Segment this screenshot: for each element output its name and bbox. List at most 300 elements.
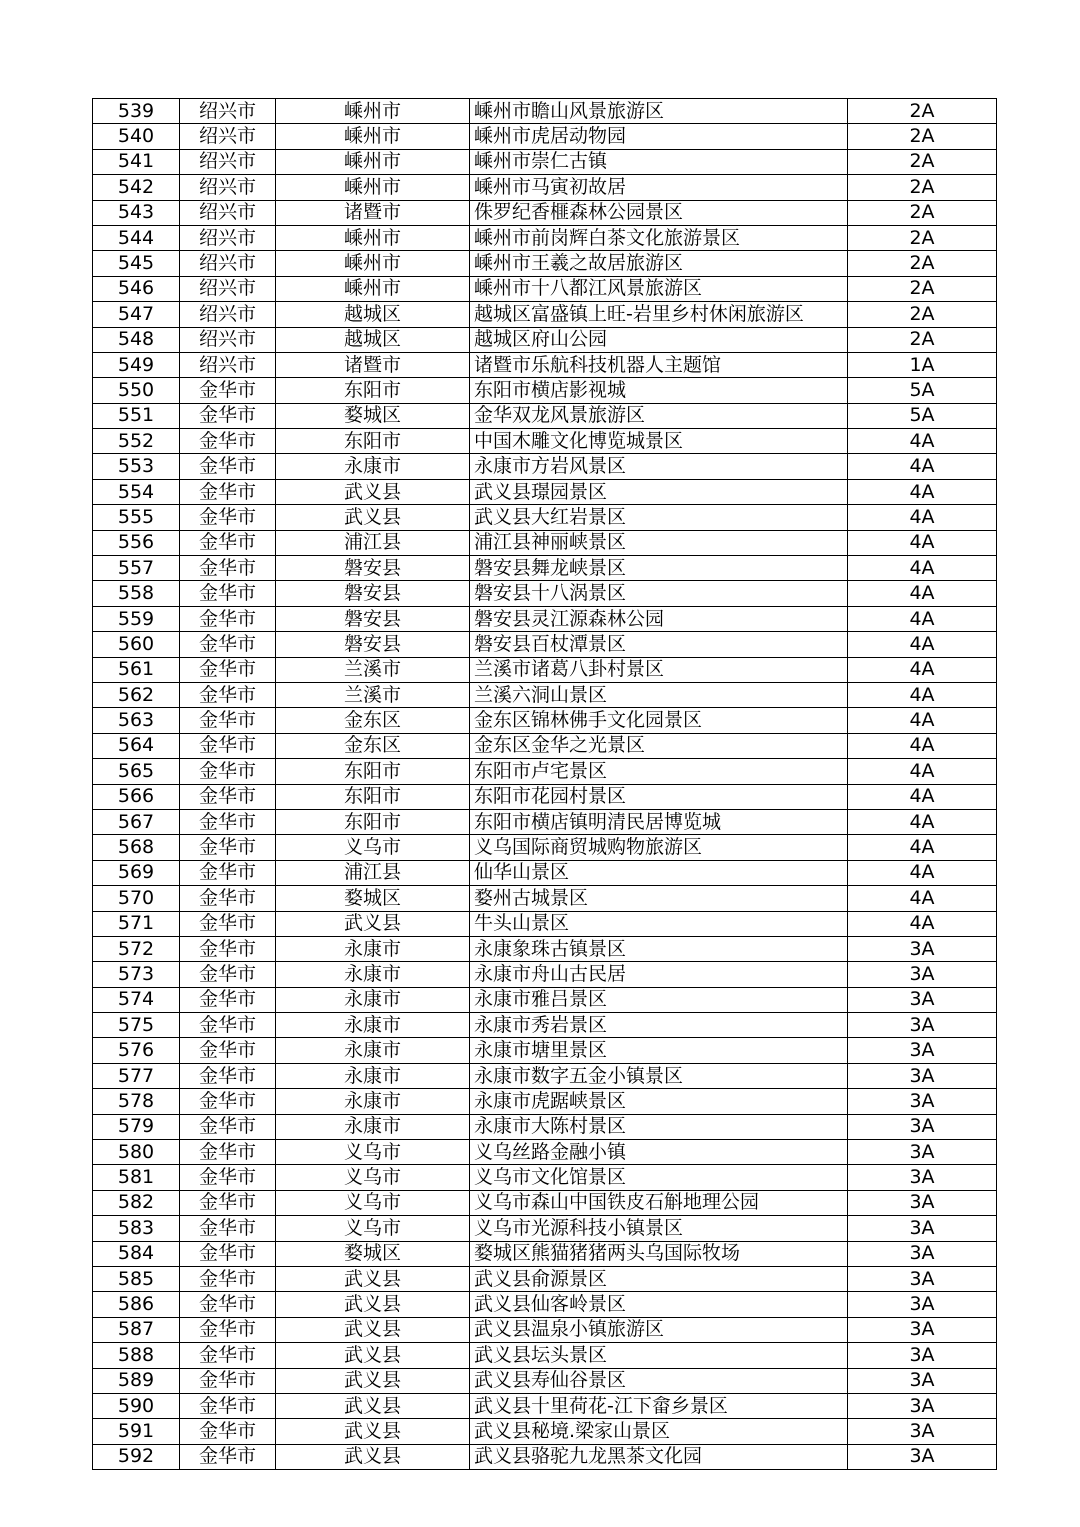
cell-county: 嵊州市 (276, 149, 470, 174)
cell-city: 金华市 (180, 682, 276, 707)
cell-city: 金华市 (180, 1419, 276, 1444)
cell-city: 金华市 (180, 403, 276, 428)
cell-grade: 3A (848, 1063, 997, 1088)
cell-city: 金华市 (180, 1114, 276, 1139)
cell-county: 金东区 (276, 708, 470, 733)
table-row (93, 911, 997, 936)
cell-county: 东阳市 (276, 429, 470, 454)
cell-number: 567 (93, 809, 180, 834)
cell-number: 570 (93, 886, 180, 911)
cell-county: 婺城区 (276, 1241, 470, 1266)
cell-number: 566 (93, 784, 180, 809)
cell-scenic-name: 磐安县灵江源森林公园 (470, 606, 848, 631)
cell-county: 婺城区 (276, 886, 470, 911)
cell-grade: 4A (848, 530, 997, 555)
cell-city: 绍兴市 (180, 149, 276, 174)
cell-number: 562 (93, 682, 180, 707)
table-row (93, 733, 997, 758)
cell-city: 金华市 (180, 479, 276, 504)
cell-city: 绍兴市 (180, 99, 276, 124)
table-row (93, 581, 997, 606)
cell-city: 金华市 (180, 1241, 276, 1266)
cell-county: 磐安县 (276, 556, 470, 581)
cell-number: 576 (93, 1038, 180, 1063)
cell-city: 金华市 (180, 962, 276, 987)
cell-city: 金华市 (180, 556, 276, 581)
table-row (93, 606, 997, 631)
cell-county: 嵊州市 (276, 99, 470, 124)
cell-scenic-name: 侏罗纪香榧森林公园景区 (470, 200, 848, 225)
table-row (93, 1393, 997, 1418)
cell-number: 577 (93, 1063, 180, 1088)
cell-grade: 4A (848, 454, 997, 479)
cell-number: 579 (93, 1114, 180, 1139)
cell-grade: 4A (848, 581, 997, 606)
cell-grade: 3A (848, 987, 997, 1012)
cell-scenic-name: 武义县璟园景区 (470, 479, 848, 504)
cell-grade: 4A (848, 606, 997, 631)
table-row (93, 200, 997, 225)
table-row (93, 124, 997, 149)
table-row (93, 1063, 997, 1088)
cell-grade: 2A (848, 302, 997, 327)
cell-grade: 3A (848, 1089, 997, 1114)
table-row (93, 1140, 997, 1165)
cell-county: 武义县 (276, 1444, 470, 1469)
table-row (93, 657, 997, 682)
cell-scenic-name: 义乌丝路金融小镇 (470, 1140, 848, 1165)
cell-scenic-name: 仙华山景区 (470, 860, 848, 885)
cell-county: 永康市 (276, 1038, 470, 1063)
cell-scenic-name: 嵊州市十八都江风景旅游区 (470, 276, 848, 301)
cell-scenic-name: 义乌国际商贸城购物旅游区 (470, 835, 848, 860)
cell-scenic-name: 永康象珠古镇景区 (470, 936, 848, 961)
cell-city: 金华市 (180, 860, 276, 885)
cell-scenic-name: 永康市数字五金小镇景区 (470, 1063, 848, 1088)
cell-grade: 3A (848, 1393, 997, 1418)
cell-grade: 2A (848, 200, 997, 225)
cell-scenic-name: 嵊州市虎居动物园 (470, 124, 848, 149)
cell-scenic-name: 兰溪六洞山景区 (470, 682, 848, 707)
cell-number: 551 (93, 403, 180, 428)
cell-scenic-name: 永康市舟山古民居 (470, 962, 848, 987)
cell-number: 545 (93, 251, 180, 276)
cell-grade: 4A (848, 429, 997, 454)
cell-county: 武义县 (276, 1393, 470, 1418)
cell-scenic-name: 浦江县神丽峡景区 (470, 530, 848, 555)
cell-scenic-name: 永康市秀岩景区 (470, 1013, 848, 1038)
cell-scenic-name: 武义县大红岩景区 (470, 505, 848, 530)
table-row (93, 1165, 997, 1190)
table-row (93, 429, 997, 454)
cell-number: 539 (93, 99, 180, 124)
cell-grade: 3A (848, 1140, 997, 1165)
cell-number: 549 (93, 352, 180, 377)
table-row (93, 1013, 997, 1038)
cell-number: 556 (93, 530, 180, 555)
cell-grade: 4A (848, 759, 997, 784)
cell-county: 磐安县 (276, 606, 470, 631)
cell-number: 561 (93, 657, 180, 682)
cell-number: 581 (93, 1165, 180, 1190)
cell-county: 永康市 (276, 1114, 470, 1139)
table-row (93, 302, 997, 327)
cell-grade: 2A (848, 149, 997, 174)
cell-county: 武义县 (276, 1419, 470, 1444)
cell-county: 义乌市 (276, 1216, 470, 1241)
cell-city: 金华市 (180, 1063, 276, 1088)
cell-number: 546 (93, 276, 180, 301)
cell-grade: 1A (848, 352, 997, 377)
cell-city: 金华市 (180, 1038, 276, 1063)
table-row (93, 556, 997, 581)
cell-number: 553 (93, 454, 180, 479)
cell-number: 555 (93, 505, 180, 530)
cell-number: 586 (93, 1292, 180, 1317)
cell-county: 越城区 (276, 327, 470, 352)
cell-county: 嵊州市 (276, 175, 470, 200)
cell-county: 永康市 (276, 936, 470, 961)
cell-city: 绍兴市 (180, 251, 276, 276)
cell-number: 578 (93, 1089, 180, 1114)
cell-city: 金华市 (180, 759, 276, 784)
cell-city: 金华市 (180, 505, 276, 530)
cell-grade: 4A (848, 733, 997, 758)
cell-number: 592 (93, 1444, 180, 1469)
cell-county: 武义县 (276, 1343, 470, 1368)
table-row (93, 99, 997, 124)
cell-grade: 3A (848, 1368, 997, 1393)
cell-county: 永康市 (276, 454, 470, 479)
table-row (93, 1444, 997, 1469)
cell-city: 金华市 (180, 1140, 276, 1165)
cell-city: 绍兴市 (180, 175, 276, 200)
cell-number: 548 (93, 327, 180, 352)
cell-grade: 3A (848, 1317, 997, 1342)
cell-grade: 3A (848, 1114, 997, 1139)
cell-scenic-name: 越城区富盛镇上旺-岩里乡村休闲旅游区 (470, 302, 848, 327)
cell-grade: 4A (848, 682, 997, 707)
cell-scenic-name: 嵊州市崇仁古镇 (470, 149, 848, 174)
cell-city: 绍兴市 (180, 302, 276, 327)
table-row (93, 1317, 997, 1342)
cell-city: 绍兴市 (180, 352, 276, 377)
cell-city: 金华市 (180, 657, 276, 682)
cell-scenic-name: 金东区金华之光景区 (470, 733, 848, 758)
cell-scenic-name: 婺州古城景区 (470, 886, 848, 911)
table-row (93, 149, 997, 174)
cell-city: 金华市 (180, 708, 276, 733)
cell-scenic-name: 义乌市森山中国铁皮石斛地理公园 (470, 1190, 848, 1215)
cell-grade: 4A (848, 886, 997, 911)
cell-city: 金华市 (180, 1190, 276, 1215)
cell-number: 544 (93, 225, 180, 250)
cell-number: 568 (93, 835, 180, 860)
cell-county: 东阳市 (276, 784, 470, 809)
cell-grade: 4A (848, 479, 997, 504)
cell-number: 543 (93, 200, 180, 225)
table-row (93, 1089, 997, 1114)
cell-county: 永康市 (276, 1063, 470, 1088)
cell-grade: 2A (848, 124, 997, 149)
cell-scenic-name: 武义县仙客岭景区 (470, 1292, 848, 1317)
cell-county: 武义县 (276, 911, 470, 936)
cell-county: 嵊州市 (276, 276, 470, 301)
cell-city: 金华市 (180, 1444, 276, 1469)
cell-grade: 4A (848, 632, 997, 657)
cell-scenic-name: 武义县温泉小镇旅游区 (470, 1317, 848, 1342)
cell-grade: 4A (848, 657, 997, 682)
cell-number: 574 (93, 987, 180, 1012)
cell-scenic-name: 诸暨市乐航科技机器人主题馆 (470, 352, 848, 377)
cell-city: 金华市 (180, 987, 276, 1012)
table-row (93, 1216, 997, 1241)
cell-county: 越城区 (276, 302, 470, 327)
cell-number: 591 (93, 1419, 180, 1444)
cell-scenic-name: 东阳市横店镇明清民居博览城 (470, 809, 848, 834)
cell-county: 武义县 (276, 1292, 470, 1317)
cell-county: 永康市 (276, 1089, 470, 1114)
table-row (93, 225, 997, 250)
cell-city: 金华市 (180, 1165, 276, 1190)
cell-city: 金华市 (180, 1343, 276, 1368)
cell-county: 兰溪市 (276, 682, 470, 707)
cell-number: 584 (93, 1241, 180, 1266)
cell-grade: 3A (848, 1343, 997, 1368)
table-row (93, 962, 997, 987)
cell-city: 金华市 (180, 1393, 276, 1418)
cell-number: 541 (93, 149, 180, 174)
cell-city: 金华市 (180, 530, 276, 555)
cell-city: 金华市 (180, 911, 276, 936)
cell-number: 547 (93, 302, 180, 327)
cell-scenic-name: 嵊州市马寅初故居 (470, 175, 848, 200)
table-row (93, 276, 997, 301)
cell-number: 590 (93, 1393, 180, 1418)
cell-city: 金华市 (180, 835, 276, 860)
cell-grade: 4A (848, 708, 997, 733)
cell-county: 兰溪市 (276, 657, 470, 682)
cell-city: 金华市 (180, 378, 276, 403)
cell-county: 义乌市 (276, 1190, 470, 1215)
cell-scenic-name: 武义县十里荷花-江下畲乡景区 (470, 1393, 848, 1418)
cell-scenic-name: 武义县秘境.梁家山景区 (470, 1419, 848, 1444)
cell-grade: 2A (848, 175, 997, 200)
cell-grade: 3A (848, 1190, 997, 1215)
table-row (93, 1266, 997, 1291)
cell-number: 573 (93, 962, 180, 987)
cell-county: 义乌市 (276, 835, 470, 860)
table-row (93, 530, 997, 555)
cell-city: 金华市 (180, 1292, 276, 1317)
table-row (93, 886, 997, 911)
cell-scenic-name: 东阳市横店影视城 (470, 378, 848, 403)
table-row (93, 809, 997, 834)
cell-scenic-name: 嵊州市前岗辉白茶文化旅游景区 (470, 225, 848, 250)
table-row (93, 1292, 997, 1317)
cell-grade: 2A (848, 251, 997, 276)
cell-scenic-name: 永康市大陈村景区 (470, 1114, 848, 1139)
cell-grade: 2A (848, 276, 997, 301)
cell-scenic-name: 义乌市文化馆景区 (470, 1165, 848, 1190)
cell-county: 磐安县 (276, 581, 470, 606)
cell-city: 金华市 (180, 784, 276, 809)
cell-scenic-name: 永康市塘里景区 (470, 1038, 848, 1063)
cell-grade: 2A (848, 225, 997, 250)
cell-number: 540 (93, 124, 180, 149)
cell-city: 绍兴市 (180, 327, 276, 352)
table-row (93, 759, 997, 784)
cell-county: 诸暨市 (276, 200, 470, 225)
cell-county: 磐安县 (276, 632, 470, 657)
cell-grade: 3A (848, 1419, 997, 1444)
cell-city: 金华市 (180, 581, 276, 606)
table-row (93, 352, 997, 377)
table-row (93, 327, 997, 352)
cell-county: 东阳市 (276, 759, 470, 784)
cell-scenic-name: 越城区府山公园 (470, 327, 848, 352)
cell-county: 义乌市 (276, 1165, 470, 1190)
cell-city: 金华市 (180, 1266, 276, 1291)
table-row (93, 682, 997, 707)
cell-scenic-name: 兰溪市诸葛八卦村景区 (470, 657, 848, 682)
cell-scenic-name: 金东区锦林佛手文化园景区 (470, 708, 848, 733)
cell-scenic-name: 永康市方岩风景区 (470, 454, 848, 479)
cell-city: 金华市 (180, 1317, 276, 1342)
cell-grade: 3A (848, 1165, 997, 1190)
cell-number: 558 (93, 581, 180, 606)
cell-city: 金华市 (180, 886, 276, 911)
cell-city: 绍兴市 (180, 200, 276, 225)
cell-city: 金华市 (180, 1368, 276, 1393)
cell-county: 武义县 (276, 1368, 470, 1393)
table-row (93, 378, 997, 403)
cell-number: 583 (93, 1216, 180, 1241)
cell-scenic-name: 永康市雅吕景区 (470, 987, 848, 1012)
table-row (93, 1368, 997, 1393)
table-row (93, 1343, 997, 1368)
cell-city: 金华市 (180, 1013, 276, 1038)
cell-number: 571 (93, 911, 180, 936)
cell-grade: 4A (848, 784, 997, 809)
cell-number: 582 (93, 1190, 180, 1215)
cell-number: 569 (93, 860, 180, 885)
cell-scenic-name: 嵊州市王羲之故居旅游区 (470, 251, 848, 276)
cell-county: 浦江县 (276, 530, 470, 555)
cell-scenic-name: 武义县寿仙谷景区 (470, 1368, 848, 1393)
cell-grade: 5A (848, 378, 997, 403)
cell-number: 575 (93, 1013, 180, 1038)
cell-county: 武义县 (276, 1317, 470, 1342)
cell-number: 580 (93, 1140, 180, 1165)
cell-scenic-name: 武义县骆驼九龙黑茶文化园 (470, 1444, 848, 1469)
table-row (93, 936, 997, 961)
scenic-spot-table (92, 98, 997, 1470)
cell-city: 金华市 (180, 1089, 276, 1114)
table-row (93, 1241, 997, 1266)
cell-county: 东阳市 (276, 378, 470, 403)
cell-grade: 2A (848, 327, 997, 352)
cell-scenic-name: 东阳市花园村景区 (470, 784, 848, 809)
cell-county: 嵊州市 (276, 251, 470, 276)
cell-county: 武义县 (276, 1266, 470, 1291)
table-row (93, 1190, 997, 1215)
cell-grade: 4A (848, 860, 997, 885)
cell-county: 永康市 (276, 962, 470, 987)
cell-scenic-name: 东阳市卢宅景区 (470, 759, 848, 784)
cell-grade: 3A (848, 1266, 997, 1291)
cell-number: 550 (93, 378, 180, 403)
cell-grade: 3A (848, 1013, 997, 1038)
cell-county: 诸暨市 (276, 352, 470, 377)
cell-grade: 4A (848, 556, 997, 581)
cell-scenic-name: 武义县坛头景区 (470, 1343, 848, 1368)
table-row (93, 632, 997, 657)
cell-grade: 3A (848, 962, 997, 987)
cell-scenic-name: 义乌市光源科技小镇景区 (470, 1216, 848, 1241)
table-row (93, 251, 997, 276)
cell-scenic-name: 永康市虎踞峡景区 (470, 1089, 848, 1114)
table-row (93, 1114, 997, 1139)
cell-number: 563 (93, 708, 180, 733)
table-row (93, 175, 997, 200)
cell-city: 金华市 (180, 1216, 276, 1241)
cell-number: 585 (93, 1266, 180, 1291)
cell-grade: 3A (848, 1241, 997, 1266)
cell-scenic-name: 磐安县十八涡景区 (470, 581, 848, 606)
cell-grade: 4A (848, 911, 997, 936)
cell-grade: 4A (848, 809, 997, 834)
cell-grade: 3A (848, 1292, 997, 1317)
table-row (93, 860, 997, 885)
cell-grade: 3A (848, 1038, 997, 1063)
table-row (93, 505, 997, 530)
cell-scenic-name: 磐安县百杖潭景区 (470, 632, 848, 657)
cell-city: 金华市 (180, 809, 276, 834)
cell-city: 金华市 (180, 454, 276, 479)
table-row (93, 454, 997, 479)
cell-city: 金华市 (180, 936, 276, 961)
cell-number: 588 (93, 1343, 180, 1368)
cell-city: 金华市 (180, 606, 276, 631)
cell-city: 金华市 (180, 733, 276, 758)
cell-county: 浦江县 (276, 860, 470, 885)
cell-grade: 4A (848, 505, 997, 530)
cell-grade: 5A (848, 403, 997, 428)
cell-grade: 3A (848, 1216, 997, 1241)
table-row (93, 708, 997, 733)
table-row (93, 784, 997, 809)
cell-scenic-name: 中国木雕文化博览城景区 (470, 429, 848, 454)
cell-number: 564 (93, 733, 180, 758)
table-row (93, 1038, 997, 1063)
cell-number: 542 (93, 175, 180, 200)
cell-grade: 3A (848, 936, 997, 961)
cell-grade: 2A (848, 99, 997, 124)
cell-county: 嵊州市 (276, 124, 470, 149)
cell-city: 绍兴市 (180, 276, 276, 301)
table-row (93, 987, 997, 1012)
table-body (93, 99, 997, 1470)
cell-grade: 3A (848, 1444, 997, 1469)
cell-scenic-name: 磐安县舞龙峡景区 (470, 556, 848, 581)
cell-scenic-name: 婺城区熊猫猪猪两头乌国际牧场 (470, 1241, 848, 1266)
cell-grade: 4A (848, 835, 997, 860)
table-row (93, 403, 997, 428)
cell-scenic-name: 金华双龙风景旅游区 (470, 403, 848, 428)
cell-county: 嵊州市 (276, 225, 470, 250)
cell-number: 559 (93, 606, 180, 631)
